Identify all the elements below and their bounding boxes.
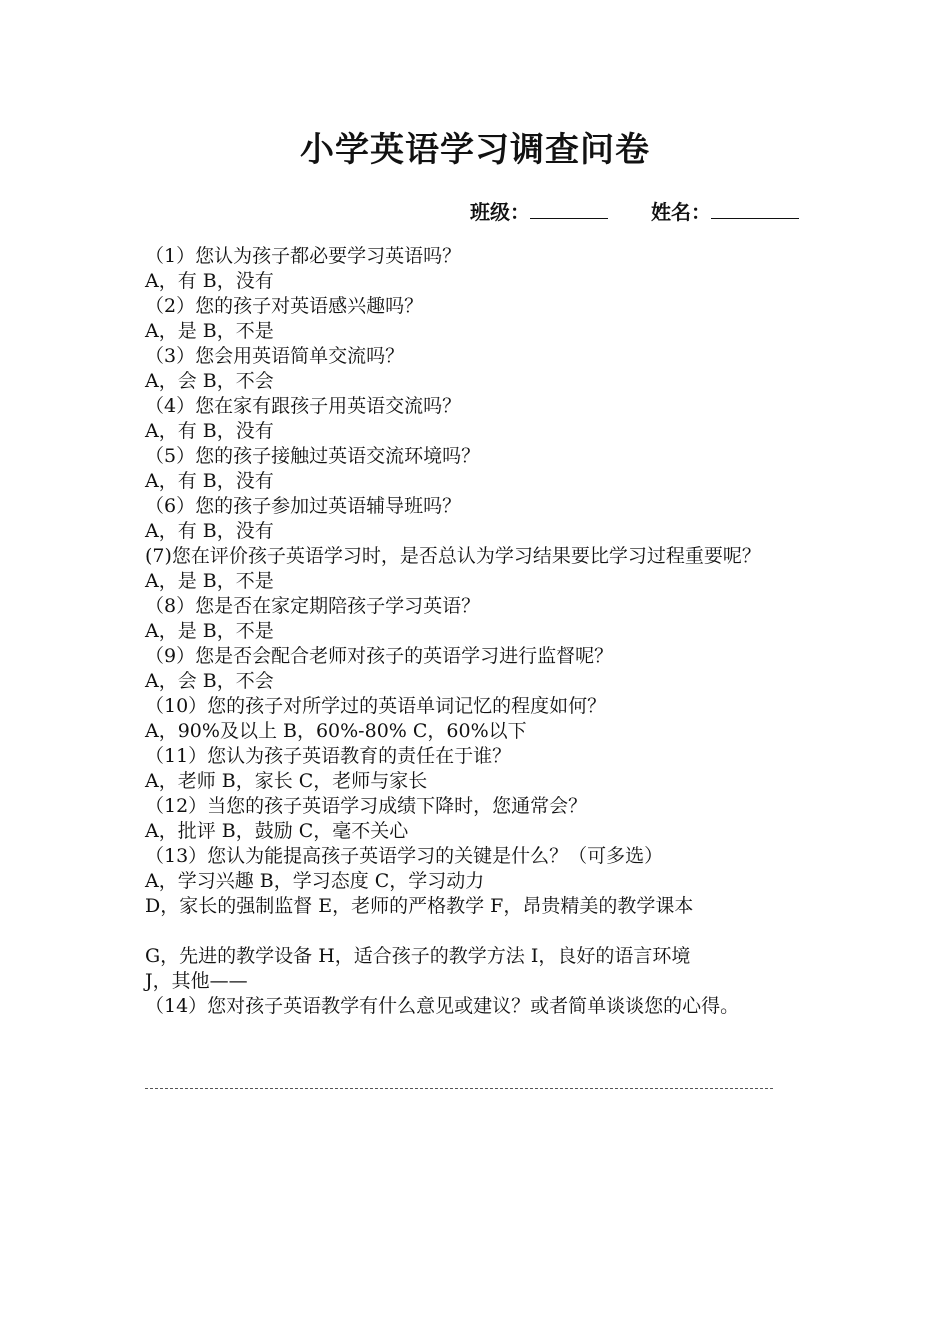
- question-5: （5）您的孩子接触过英语交流环境吗？: [145, 445, 481, 467]
- question-8: （8）您是否在家定期陪孩子学习英语？: [145, 595, 481, 617]
- options-6: A，有 B，没有: [145, 520, 274, 542]
- question-1: （1）您认为孩子都必要学习英语吗？: [145, 245, 462, 267]
- options-3: A，会 B，不会: [145, 370, 274, 392]
- options-13-ghi: G，先进的教学设备 H，适合孩子的教学方法 I，良好的语言环境: [145, 945, 691, 967]
- question-13: （13）您认为能提高孩子英语学习的关键是什么？（可多选）: [145, 845, 664, 867]
- question-14: （14）您对孩子英语教学有什么意见或建议？或者简单谈谈您的心得。: [145, 995, 740, 1017]
- class-label: 班级：: [470, 200, 530, 224]
- options-7: A，是 B，不是: [145, 570, 274, 592]
- question-7: (7)您在评价孩子英语学习时，是否总认为学习结果要比学习过程重要呢？: [145, 545, 761, 567]
- options-2: A，是 B，不是: [145, 320, 274, 342]
- question-2: （2）您的孩子对英语感兴趣吗？: [145, 295, 424, 317]
- options-9: A，会 B，不会: [145, 670, 274, 692]
- options-8: A，是 B，不是: [145, 620, 274, 642]
- blank-gap: [145, 919, 835, 944]
- question-9: （9）您是否会配合老师对孩子的英语学习进行监督呢？: [145, 645, 614, 667]
- options-12: A，批评 B，鼓励 C，毫不关心: [145, 820, 409, 842]
- name-blank-line[interactable]: [711, 196, 799, 219]
- question-4: （4）您在家有跟孩子用英语交流吗？: [145, 395, 462, 417]
- options-13-abc: A，学习兴趣 B，学习态度 C，学习动力: [145, 870, 485, 892]
- question-12: （12）当您的孩子英语学习成绩下降时，您通常会？: [145, 795, 588, 817]
- question-6: （6）您的孩子参加过英语辅导班吗？: [145, 495, 462, 517]
- document-title: 小学英语学习调查问卷: [300, 130, 650, 170]
- question-11: （11）您认为孩子英语教育的责任在于谁？: [145, 745, 512, 767]
- question-10: （10）您的孩子对所学过的英语单词记忆的程度如何？: [145, 695, 607, 717]
- class-blank-line[interactable]: [530, 196, 608, 219]
- answer-divider-line: [145, 1088, 773, 1089]
- options-13-j: J，其他——: [145, 970, 248, 992]
- options-1: A，有 B，没有: [145, 270, 274, 292]
- options-5: A，有 B，没有: [145, 470, 274, 492]
- options-4: A，有 B，没有: [145, 420, 274, 442]
- question-3: （3）您会用英语简单交流吗？: [145, 345, 405, 367]
- name-label: 姓名：: [650, 200, 711, 224]
- options-13-def: D，家长的强制监督 E，老师的严格教学 F，昂贵精美的教学课本: [145, 895, 694, 917]
- options-10: A，90%及以上 B，60%-80% C，60%以下: [145, 720, 527, 742]
- questionnaire-body: [145, 244, 835, 1019]
- student-info-row: [470, 196, 799, 226]
- options-11: A，老师 B，家长 C，老师与家长: [145, 770, 428, 792]
